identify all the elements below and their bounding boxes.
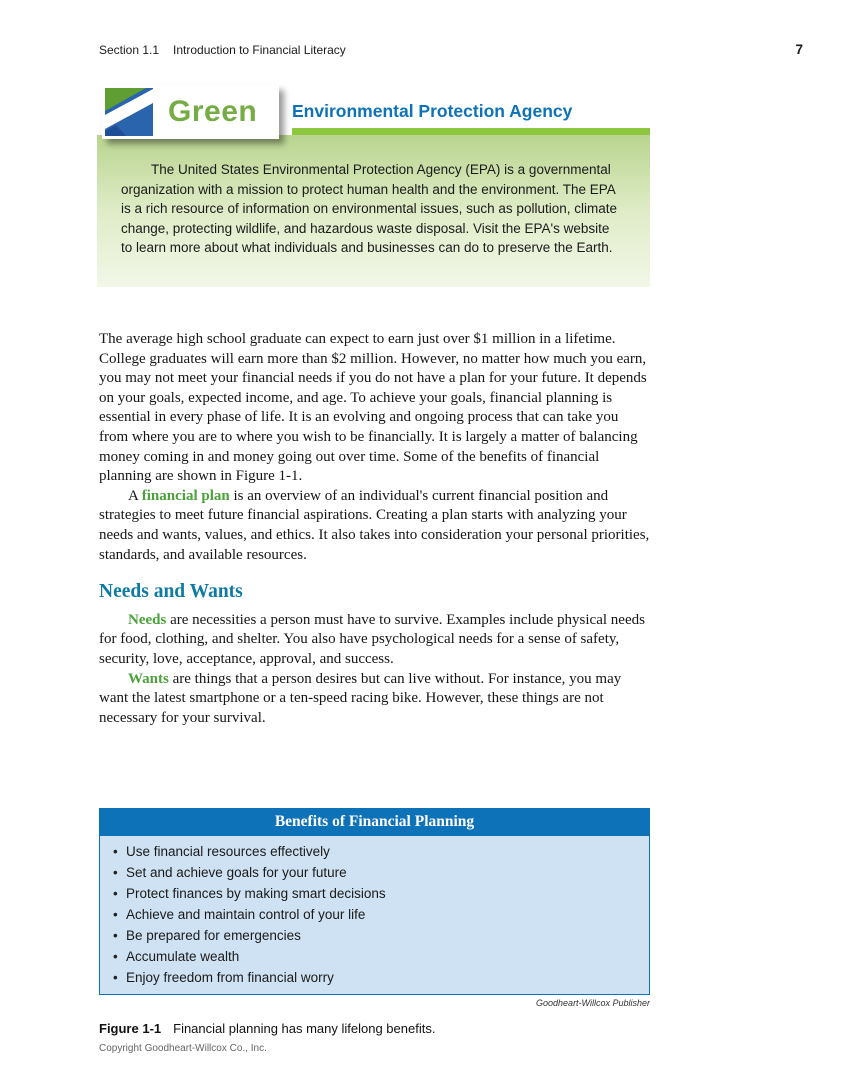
feature-title: Environmental Protection Agency: [292, 101, 573, 121]
series-name: Green: [168, 95, 258, 128]
figure-caption: [99, 1021, 650, 1036]
running-head: [99, 43, 346, 57]
paragraph-intro: The average high school graduate can expect to earn just over $1 million in a lifetime. College graduates will earn more than $2 million. However, no matter how much you earn, you may not meet your financial needs if you do not have a plan for your future. It depends on your goals, expected income, and age. To achieve your goals, financial planning is essential in every phase of life. It is an evolving and ongoing process that can take you from where you are to where you wish to be financially. It is largely a matter of balancing money coming in and money going out over time. Some of the benefits of financial planning are shown in Figure 1-1.: [99, 331, 647, 485]
section-heading-needs-and-wants: Needs and Wants: [99, 581, 243, 603]
benefits-table: [99, 808, 650, 995]
figure-caption-text: Financial planning has many lifelong benefits.: [173, 1021, 436, 1036]
benefit-item: • Be prepared for emergencies: [100, 925, 649, 946]
figure-credit: Goodheart-Willcox Publisher: [536, 998, 650, 1008]
green-accent-rule: [292, 128, 650, 135]
benefit-item: • Protect finances by making smart decisions: [100, 883, 649, 904]
benefit-item: • Achieve and maintain control of your life: [100, 904, 649, 925]
paragraph-needs: [99, 611, 651, 670]
benefits-table-title: Benefits of Financial Planning: [100, 809, 649, 836]
page-number: 7: [795, 42, 803, 57]
term-needs: Needs: [128, 611, 167, 628]
term-financial-plan: financial plan: [141, 487, 230, 504]
section-label: Section 1.1: [99, 43, 160, 57]
para3-rest: are necessities a person must have to survive. Examples include physical needs for food, clothing, and shelter. You also have psychological needs for a sense of safety, security, love, acceptance, approval, and success.: [99, 611, 645, 667]
benefits-list: [100, 841, 649, 988]
benefit-item: • Use financial resources effectively: [100, 841, 649, 862]
green-series-tab: [102, 85, 279, 139]
benefit-item: • Set and achieve goals for your future: [100, 862, 649, 883]
benefit-item: • Enjoy freedom from financial worry: [100, 967, 649, 988]
page-header: [99, 42, 803, 57]
feature-body-text: The United States Environmental Protection Agency (EPA) is a governmental organization with a mission to protect human health and the environment. The EPA is a rich resource of information on environmental issues, such as pollution, climate change, protecting wildlife, and hazardous waste disposal. Visit the EPA's website to learn more about what individuals and businesses can do to preserve the Earth.: [97, 135, 650, 287]
green-feature-box: [97, 85, 650, 287]
section-title: Introduction to Financial Literacy: [173, 43, 346, 57]
para4-rest: are things that a person desires but can live without. For instance, you may want the latest smartphone or a ten-speed racing bike. However, these things are not necessary for your survival.: [99, 670, 622, 726]
figure-caption-label: Figure 1-1: [99, 1021, 162, 1036]
paragraph-financial-plan: [99, 487, 651, 565]
benefit-item: • Accumulate wealth: [100, 946, 649, 967]
para2-lead: A: [128, 487, 142, 504]
green-series-logo-icon: [102, 85, 156, 139]
term-wants: Wants: [128, 670, 169, 687]
benefits-table-body: [100, 836, 649, 994]
copyright-line: Copyright Goodheart-Willcox Co., Inc.: [99, 1043, 267, 1054]
para2-rest: is an overview of an individual's current financial position and strategies to meet future financial aspirations. Creating a plan starts with analyzing your needs and wants, values, and ethics. It also takes into consideration your personal priorities, standards, and available resources.: [99, 487, 650, 563]
figure-1-1: [99, 808, 650, 1036]
article: [99, 330, 651, 728]
paragraph-wants: [99, 670, 651, 729]
